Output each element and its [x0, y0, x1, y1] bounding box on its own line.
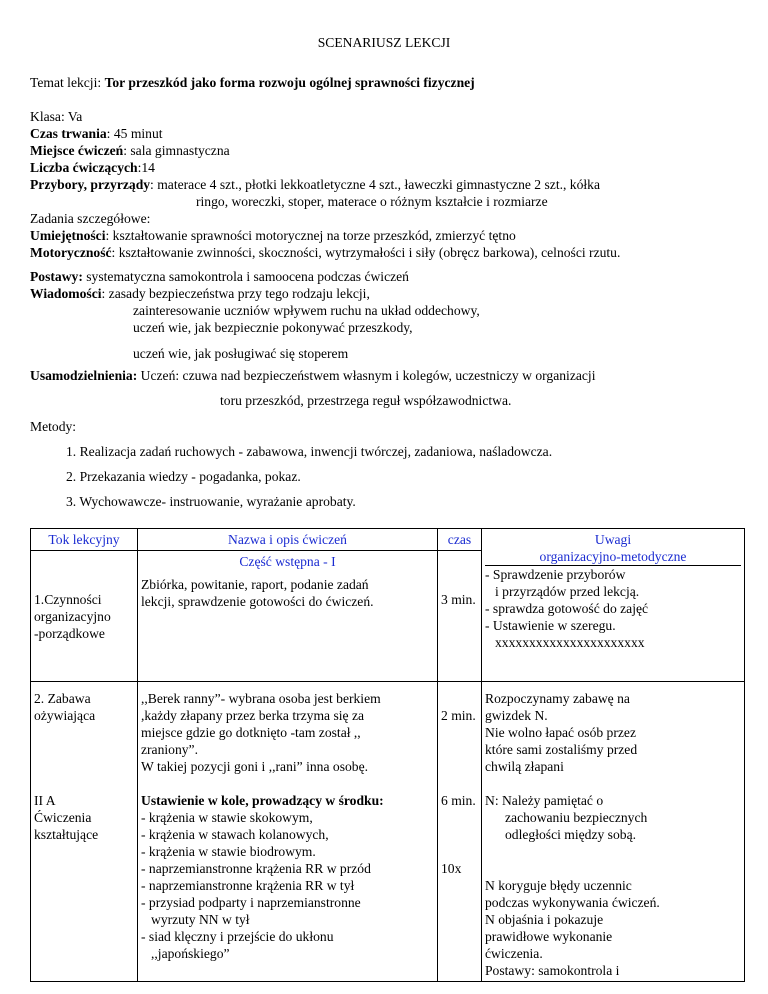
- row1-note-3: - sprawdza gotowość do zajęć: [485, 601, 649, 616]
- row2-note-4: które sami zostaliśmy przed: [485, 742, 638, 757]
- row2-desc-5: W takiej pozycji goni i ,,rani” inna osobę.: [141, 759, 369, 774]
- motor-line: [30, 244, 620, 261]
- skills-label: Umiejętności: [30, 228, 106, 243]
- row2-note-5: chwilą złapani: [485, 759, 564, 774]
- count-line: [30, 159, 155, 176]
- topic-line: [30, 74, 475, 91]
- header-step: [31, 529, 138, 551]
- row3-desc-2: - krążenia w stawach kolanowych,: [141, 827, 329, 842]
- row1-note-4: - Ustawienie w szeregu.: [485, 618, 616, 633]
- knowledge-line-3: uczeń wie, jak bezpiecznie pokonywać przeszkody,: [133, 320, 413, 335]
- equipment-label: Przybory, przyrządy: [30, 177, 151, 192]
- row1-time-text: 3 min.: [441, 592, 476, 607]
- row2-time: [438, 682, 482, 982]
- row2-step-1: 2. Zabawa: [34, 691, 91, 706]
- header-notes-text: Uwagi: [594, 532, 632, 547]
- row1-notes: [485, 566, 741, 651]
- topic-label: Temat lekcji:: [30, 75, 102, 90]
- row3-note-3: odległości między sobą.: [505, 827, 636, 842]
- header-time: [438, 529, 482, 551]
- table-row-2: [31, 682, 745, 982]
- row3-step-2: Ćwiczenia: [34, 810, 92, 825]
- row1-time: [438, 551, 482, 682]
- row3-time-2: 10x: [441, 861, 462, 876]
- row3-note-9: Postawy: samokontrola i: [485, 963, 620, 978]
- method-item-3: 3. Wychowawcze- instruowanie, wyrażanie aprobaty.: [66, 494, 356, 509]
- row1-note-1: - Sprawdzenie przyborów: [485, 567, 626, 582]
- row1-desc: [138, 551, 438, 682]
- row3-step-1: II A: [34, 793, 56, 808]
- row1-step: [31, 551, 138, 682]
- independence-value: Uczeń: czuwa nad bezpieczeństwem własnym i kolegów, uczestniczy w organizacji: [137, 368, 596, 383]
- tasks-label: Zadania szczegółowe:: [30, 211, 151, 226]
- motor-label: Motoryczność: [30, 245, 112, 260]
- header-notes: [482, 529, 745, 682]
- header-step-text: Tok lekcyjny: [48, 532, 120, 547]
- row2-time-text: 2 min.: [441, 708, 476, 723]
- part-title: Część wstępna - I: [239, 554, 336, 569]
- row3-desc-6: - przysiad podparty i naprzemianstronne: [141, 895, 361, 910]
- row2-notes: [482, 682, 745, 982]
- table-header-row: [31, 529, 745, 551]
- skills-value: : kształtowanie sprawności motorycznej na torze przeszkód, zmierzyć tętno: [105, 228, 516, 243]
- row2-desc-3: miejsce gdzie go dotknięto -tam został ,,: [141, 725, 361, 740]
- skills-line: [30, 227, 516, 244]
- row2-note-1: Rozpoczynamy zabawę na: [485, 691, 630, 706]
- row2-note-3: Nie wolno łapać osób przez: [485, 725, 636, 740]
- duration-line: [30, 125, 163, 142]
- row2-note-2: gwizdek N.: [485, 708, 548, 723]
- row1-step-2: organizacyjno: [34, 609, 111, 624]
- place-value: : sala gimnastyczna: [123, 143, 230, 158]
- header-notes-subtext: organizacyjno-metodyczne: [485, 548, 741, 566]
- independence-line-2: toru przeszkód, przestrzega reguł współzawodnictwa.: [220, 393, 512, 408]
- header-exercise: [138, 529, 438, 551]
- row2-desc-4: zraniony”.: [141, 742, 198, 757]
- method-item-1: 1. Realizacja zadań ruchowych - zabawowa, inwencji twórczej, zadaniowa, naśladowcza.: [66, 444, 553, 459]
- row3-desc-9: ,,japońskiego”: [151, 946, 230, 961]
- method-item-2: 2. Przekazania wiedzy - pogadanka, pokaz.: [66, 469, 301, 484]
- place-line: [30, 142, 230, 159]
- header-exercise-text: Nazwa i opis ćwiczeń: [228, 532, 347, 547]
- header-time-text: czas: [447, 532, 472, 547]
- row3-note-7: prawidłowe wykonanie: [485, 929, 613, 944]
- independence-line: [30, 367, 595, 384]
- row3-time-1: 6 min.: [441, 793, 476, 808]
- row3-note-5: podczas wykonywania ćwiczeń.: [485, 895, 660, 910]
- count-value: :14: [137, 160, 155, 175]
- attitudes-label: Postawy:: [30, 269, 83, 284]
- tasks-line: [30, 210, 150, 227]
- row1-note-2: i przyrządów przed lekcją.: [495, 584, 640, 599]
- knowledge-line-4: uczeń wie, jak posługiwać się stoperem: [133, 346, 349, 361]
- knowledge-line-2: zainteresowanie uczniów wpływem ruchu na układ oddechowy,: [133, 303, 480, 318]
- row3-desc-3: - krążenia w stawie biodrowym.: [141, 844, 316, 859]
- row1-desc-2: lekcji, sprawdzenie gotowości do ćwiczeń.: [141, 594, 374, 609]
- page-title: SCENARIUSZ LEKCJI: [317, 35, 451, 50]
- row2-step: [31, 682, 138, 982]
- row2-desc-2: ,każdy złapany przez berka trzyma się za: [141, 708, 365, 723]
- row3-note-1: N: Należy pamiętać o: [485, 793, 604, 808]
- row3-note-4: N koryguje błędy uczennic: [485, 878, 632, 893]
- attitudes-line: [30, 268, 409, 285]
- knowledge-value: : zasady bezpieczeństwa przy tego rodzaju lekcji,: [101, 286, 370, 301]
- row3-note-6: N objaśnia i pokazuje: [485, 912, 604, 927]
- row2-desc: [138, 682, 438, 982]
- row1-step-3: -porządkowe: [34, 626, 105, 641]
- row3-note-8: ćwiczenia.: [485, 946, 543, 961]
- duration-label: Czas trwania: [30, 126, 107, 141]
- equipment-continuation: ringo, woreczki, stoper, materace o różnym kształcie i rozmiarze: [196, 194, 548, 209]
- place-label: Miejsce ćwiczeń: [30, 143, 124, 158]
- knowledge-line: [30, 285, 370, 302]
- class-line: Klasa: Va: [30, 109, 83, 124]
- row3-desc-8: - siad klęczny i przejście do ukłonu: [141, 929, 334, 944]
- lesson-table: [30, 528, 745, 982]
- motor-value: : kształtowanie zwinności, skoczności, wytrzymałości i siły (obręcz barkowa), celności rzutu.: [111, 245, 621, 260]
- row1-note-5: xxxxxxxxxxxxxxxxxxxxxx: [495, 635, 645, 650]
- knowledge-label: Wiadomości: [30, 286, 102, 301]
- topic-value: Tor przeszkód jako forma rozwoju ogólnej sprawności fizycznej: [104, 75, 475, 90]
- row1-step-1: 1.Czynności: [34, 592, 102, 607]
- duration-value: : 45 minut: [106, 126, 163, 141]
- equipment-value: : materace 4 szt., płotki lekkoatletyczne 4 szt., ławeczki gimnastyczne 2 szt., kółka: [150, 177, 600, 192]
- row3-note-2: zachowaniu bezpiecznych: [505, 810, 648, 825]
- row3-desc-4: - naprzemianstronne krążenia RR w przód: [141, 861, 371, 876]
- row3-desc-7: wyrzuty NN w tył: [151, 912, 250, 927]
- row1-desc-1: Zbiórka, powitanie, raport, podanie zadań: [141, 577, 369, 592]
- equipment-line: [30, 176, 600, 193]
- row3-desc-1: - krążenia w stawie skokowym,: [141, 810, 313, 825]
- count-label: Liczba ćwiczących: [30, 160, 138, 175]
- row3-step-3: kształtujące: [34, 827, 99, 842]
- row2-step-2: ożywiająca: [34, 708, 96, 723]
- independence-label: Usamodzielnienia:: [30, 368, 138, 383]
- methods-label: Metody:: [30, 419, 77, 434]
- row3-desc-head: Ustawienie w kole, prowadzący w środku:: [141, 793, 384, 808]
- attitudes-value: systematyczna samokontrola i samoocena podczas ćwiczeń: [82, 269, 409, 284]
- row3-desc-5: - naprzemianstronne krążenia RR w tył: [141, 878, 355, 893]
- row2-desc-1: ,,Berek ranny”- wybrana osoba jest berkiem: [141, 691, 381, 706]
